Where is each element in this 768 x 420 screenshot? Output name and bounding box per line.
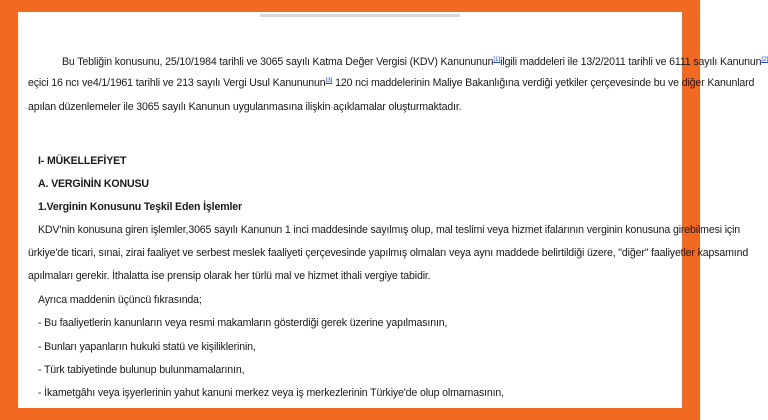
intro-line-2: eçici 16 ncı ve4/1/1961 tarihli ve 213 sayılı Vergi Usul Kanununun[3] 120 nci maddelerinin Maliye Bakanlığına verdiği yetkiler çerçevesinde bu ve diğer Kanunlard: [28, 77, 755, 89]
list-item: - Bu faaliyetlerin kanunların veya resmi makamların gösterdiği gerek üzerine yapılmasının,: [38, 317, 448, 329]
intro-line-3: apılan düzenlemeler ile 3065 sayılı Kanunun uygulanmasına ilişkin açıklamalar oluşturmaktadır.: [28, 101, 462, 113]
intro-line-1: Bu Tebliğin konusunu, 25/10/1984 tarihli ve 3065 sayılı Katma Değer Vergisi (KDV) Kanununun[1]ilgili maddeleri ile 13/2/2011 tarihli ve 6111 sayılı Kanunun[2]: [62, 56, 768, 68]
footnote-link-2[interactable]: [2]: [761, 56, 768, 63]
para-line-1: KDV'nin konusuna giren işlemler,3065 sayılı Kanunun 1 inci maddesinde sayılmış olup, mal teslimi veya hizmet ifalarının verginin konusuna girebilmesi için: [38, 224, 741, 236]
list-item: - Türk tabiyetinde bulunup bulunmamalarının,: [38, 364, 245, 376]
para-line-3: apılmaları gerekir. İthalatta ise prensip olarak her türlü mal ve hizmet ithali vergiye tabidir.: [28, 270, 431, 282]
faded-header-line: [260, 14, 460, 17]
list-item: - İkametgâhı veya işyerlerinin yahut kanuni merkez veya iş merkezlerinin Türkiye'de olup olmamasının,: [38, 387, 504, 399]
para-line-2: ürkiye'de ticari, sınai, zirai faaliyet ve serbest meslek faaliyeti çerçevesinde yapılmış olmaları veya aynı maddede belirtildiği üzere, "diğer" faaliyetler kapsamınd: [28, 247, 749, 259]
heading-verginin-konusu: A. VERGİNİN KONUSU: [38, 178, 149, 190]
list-intro: Ayrıca maddenin üçüncü fıkrasında;: [38, 294, 202, 306]
footnote-link-3[interactable]: [3]: [325, 77, 333, 84]
list-item: - Bunları yapanların hukuki statü ve kişiliklerinin,: [38, 341, 256, 353]
heading-mukellefiyet: I- MÜKELLEFİYET: [38, 155, 127, 167]
heading-islemler: 1.Verginin Konusunu Teşkil Eden İşlemler: [38, 201, 242, 213]
document-page: [28, 12, 768, 408]
footnote-link-1[interactable]: [1]: [493, 56, 501, 63]
